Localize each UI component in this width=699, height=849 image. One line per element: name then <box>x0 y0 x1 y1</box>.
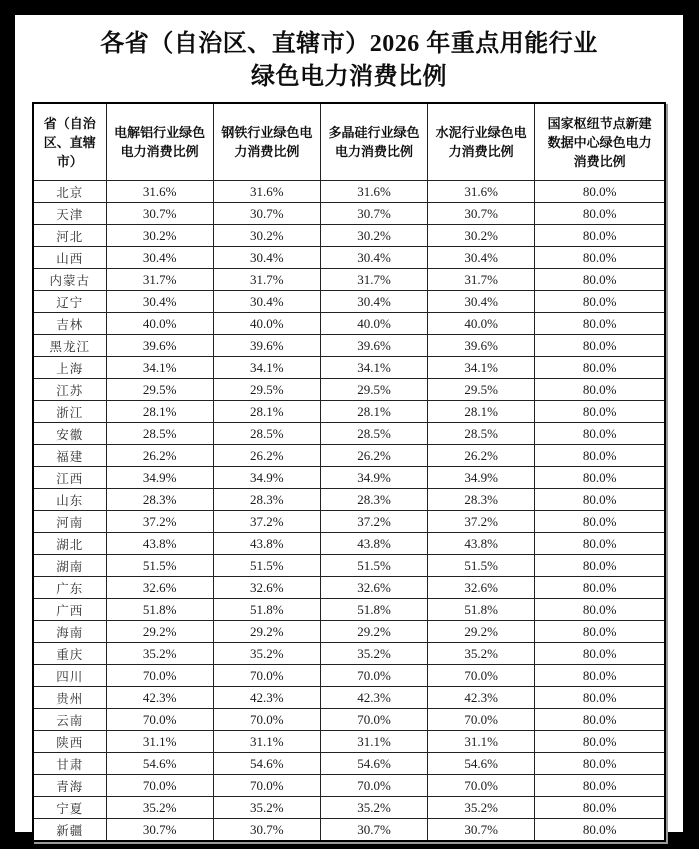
table-row <box>33 445 665 467</box>
value-cell: 70.0% <box>213 665 320 687</box>
province-cell: 黑龙江 <box>33 335 106 357</box>
value-cell: 40.0% <box>106 313 213 335</box>
value-cell: 43.8% <box>320 533 427 555</box>
value-cell: 32.6% <box>213 577 320 599</box>
table-row <box>33 423 665 445</box>
value-cell: 31.1% <box>213 731 320 753</box>
value-cell: 51.8% <box>428 599 535 621</box>
value-cell: 31.7% <box>106 269 213 291</box>
value-cell: 35.2% <box>213 643 320 665</box>
value-cell: 70.0% <box>213 775 320 797</box>
province-cell: 海南 <box>33 621 106 643</box>
value-cell: 29.5% <box>428 379 535 401</box>
value-cell: 43.8% <box>213 533 320 555</box>
value-cell: 80.0% <box>535 203 665 225</box>
value-cell: 31.6% <box>106 181 213 203</box>
value-cell: 54.6% <box>213 753 320 775</box>
value-cell: 30.2% <box>106 225 213 247</box>
value-cell: 29.2% <box>320 621 427 643</box>
province-cell: 广西 <box>33 599 106 621</box>
table-row <box>33 731 665 753</box>
value-cell: 80.0% <box>535 489 665 511</box>
province-cell: 江西 <box>33 467 106 489</box>
value-cell: 51.8% <box>106 599 213 621</box>
header-aluminum: 电解铝行业绿色电力消费比例 <box>106 103 213 181</box>
value-cell: 37.2% <box>428 511 535 533</box>
value-cell: 80.0% <box>535 687 665 709</box>
province-cell: 北京 <box>33 181 106 203</box>
value-cell: 30.7% <box>320 203 427 225</box>
value-cell: 30.7% <box>213 819 320 842</box>
table-row <box>33 511 665 533</box>
value-cell: 28.1% <box>320 401 427 423</box>
header-steel: 钢铁行业绿色电力消费比例 <box>213 103 320 181</box>
value-cell: 31.1% <box>428 731 535 753</box>
value-cell: 80.0% <box>535 225 665 247</box>
value-cell: 39.6% <box>213 335 320 357</box>
table-row <box>33 225 665 247</box>
value-cell: 51.5% <box>213 555 320 577</box>
value-cell: 80.0% <box>535 555 665 577</box>
value-cell: 30.4% <box>320 291 427 313</box>
value-cell: 80.0% <box>535 599 665 621</box>
province-cell: 宁夏 <box>33 797 106 819</box>
value-cell: 70.0% <box>106 775 213 797</box>
value-cell: 40.0% <box>320 313 427 335</box>
value-cell: 26.2% <box>213 445 320 467</box>
province-cell: 山西 <box>33 247 106 269</box>
value-cell: 35.2% <box>106 797 213 819</box>
value-cell: 30.2% <box>213 225 320 247</box>
table-row <box>33 291 665 313</box>
province-cell: 河北 <box>33 225 106 247</box>
value-cell: 30.7% <box>213 203 320 225</box>
value-cell: 31.6% <box>213 181 320 203</box>
value-cell: 37.2% <box>320 511 427 533</box>
value-cell: 39.6% <box>106 335 213 357</box>
value-cell: 51.5% <box>320 555 427 577</box>
page-title <box>25 28 673 94</box>
table-header <box>33 103 665 181</box>
value-cell: 28.3% <box>428 489 535 511</box>
table-row <box>33 797 665 819</box>
value-cell: 30.2% <box>428 225 535 247</box>
value-cell: 39.6% <box>428 335 535 357</box>
value-cell: 32.6% <box>320 577 427 599</box>
value-cell: 37.2% <box>213 511 320 533</box>
value-cell: 80.0% <box>535 731 665 753</box>
value-cell: 31.7% <box>428 269 535 291</box>
value-cell: 70.0% <box>106 665 213 687</box>
table-row <box>33 247 665 269</box>
value-cell: 35.2% <box>106 643 213 665</box>
value-cell: 54.6% <box>320 753 427 775</box>
value-cell: 80.0% <box>535 357 665 379</box>
province-cell: 江苏 <box>33 379 106 401</box>
table-row <box>33 753 665 775</box>
value-cell: 28.1% <box>106 401 213 423</box>
value-cell: 51.5% <box>106 555 213 577</box>
value-cell: 34.9% <box>320 467 427 489</box>
table-row <box>33 577 665 599</box>
value-cell: 31.6% <box>320 181 427 203</box>
value-cell: 29.2% <box>106 621 213 643</box>
value-cell: 30.4% <box>213 291 320 313</box>
value-cell: 30.7% <box>428 819 535 842</box>
value-cell: 51.8% <box>320 599 427 621</box>
value-cell: 42.3% <box>213 687 320 709</box>
value-cell: 35.2% <box>428 797 535 819</box>
value-cell: 30.4% <box>106 291 213 313</box>
value-cell: 80.0% <box>535 467 665 489</box>
value-cell: 70.0% <box>428 775 535 797</box>
value-cell: 31.1% <box>320 731 427 753</box>
province-cell: 浙江 <box>33 401 106 423</box>
value-cell: 30.7% <box>106 203 213 225</box>
province-ratio-table <box>32 102 666 842</box>
table-row <box>33 599 665 621</box>
value-cell: 30.7% <box>106 819 213 842</box>
value-cell: 70.0% <box>428 709 535 731</box>
value-cell: 42.3% <box>106 687 213 709</box>
value-cell: 34.9% <box>428 467 535 489</box>
value-cell: 30.4% <box>428 247 535 269</box>
table-row <box>33 621 665 643</box>
value-cell: 42.3% <box>428 687 535 709</box>
table-row <box>33 401 665 423</box>
value-cell: 26.2% <box>320 445 427 467</box>
value-cell: 37.2% <box>106 511 213 533</box>
value-cell: 34.9% <box>106 467 213 489</box>
value-cell: 28.1% <box>428 401 535 423</box>
value-cell: 54.6% <box>428 753 535 775</box>
province-cell: 青海 <box>33 775 106 797</box>
value-cell: 28.3% <box>320 489 427 511</box>
value-cell: 35.2% <box>213 797 320 819</box>
value-cell: 28.5% <box>106 423 213 445</box>
value-cell: 51.5% <box>428 555 535 577</box>
province-cell: 重庆 <box>33 643 106 665</box>
table-row <box>33 709 665 731</box>
value-cell: 35.2% <box>428 643 535 665</box>
value-cell: 28.5% <box>213 423 320 445</box>
table-row <box>33 533 665 555</box>
table-row <box>33 379 665 401</box>
page-title-line2: 绿色电力消费比例 <box>251 64 447 90</box>
header-datacenter: 国家枢纽节点新建数据中心绿色电力消费比例 <box>535 103 665 181</box>
value-cell: 34.9% <box>213 467 320 489</box>
value-cell: 40.0% <box>428 313 535 335</box>
table-row <box>33 555 665 577</box>
value-cell: 30.4% <box>320 247 427 269</box>
value-cell: 80.0% <box>535 577 665 599</box>
value-cell: 30.4% <box>213 247 320 269</box>
value-cell: 29.5% <box>106 379 213 401</box>
value-cell: 35.2% <box>320 797 427 819</box>
value-cell: 39.6% <box>320 335 427 357</box>
value-cell: 40.0% <box>213 313 320 335</box>
province-cell: 上海 <box>33 357 106 379</box>
value-cell: 80.0% <box>535 775 665 797</box>
table-row <box>33 643 665 665</box>
province-cell: 湖南 <box>33 555 106 577</box>
value-cell: 29.5% <box>213 379 320 401</box>
value-cell: 80.0% <box>535 511 665 533</box>
province-cell: 福建 <box>33 445 106 467</box>
province-cell: 湖北 <box>33 533 106 555</box>
value-cell: 80.0% <box>535 819 665 842</box>
value-cell: 80.0% <box>535 247 665 269</box>
province-cell: 新疆 <box>33 819 106 842</box>
province-cell: 安徽 <box>33 423 106 445</box>
table-body <box>33 181 665 842</box>
value-cell: 80.0% <box>535 797 665 819</box>
value-cell: 32.6% <box>106 577 213 599</box>
value-cell: 70.0% <box>106 709 213 731</box>
value-cell: 54.6% <box>106 753 213 775</box>
province-cell: 甘肃 <box>33 753 106 775</box>
value-cell: 31.7% <box>213 269 320 291</box>
value-cell: 30.7% <box>320 819 427 842</box>
header-polysilicon: 多晶硅行业绿色电力消费比例 <box>320 103 427 181</box>
value-cell: 80.0% <box>535 445 665 467</box>
value-cell: 43.8% <box>106 533 213 555</box>
value-cell: 80.0% <box>535 269 665 291</box>
table-row <box>33 819 665 842</box>
document-page <box>15 15 683 838</box>
value-cell: 80.0% <box>535 643 665 665</box>
table-row <box>33 269 665 291</box>
value-cell: 29.2% <box>213 621 320 643</box>
value-cell: 34.1% <box>213 357 320 379</box>
value-cell: 35.2% <box>320 643 427 665</box>
value-cell: 30.7% <box>428 203 535 225</box>
value-cell: 28.5% <box>428 423 535 445</box>
value-cell: 80.0% <box>535 709 665 731</box>
province-cell: 山东 <box>33 489 106 511</box>
value-cell: 30.4% <box>106 247 213 269</box>
value-cell: 32.6% <box>428 577 535 599</box>
value-cell: 34.1% <box>320 357 427 379</box>
province-cell: 辽宁 <box>33 291 106 313</box>
value-cell: 80.0% <box>535 181 665 203</box>
value-cell: 51.8% <box>213 599 320 621</box>
header-cement: 水泥行业绿色电力消费比例 <box>428 103 535 181</box>
value-cell: 30.2% <box>320 225 427 247</box>
value-cell: 28.3% <box>213 489 320 511</box>
value-cell: 70.0% <box>428 665 535 687</box>
province-cell: 内蒙古 <box>33 269 106 291</box>
value-cell: 80.0% <box>535 335 665 357</box>
page-title-line1: 各省（自治区、直辖市）2026 年重点用能行业 <box>100 31 598 57</box>
province-cell: 吉林 <box>33 313 106 335</box>
province-cell: 天津 <box>33 203 106 225</box>
header-province: 省（自治区、直辖市） <box>33 103 106 181</box>
province-cell: 云南 <box>33 709 106 731</box>
value-cell: 28.3% <box>106 489 213 511</box>
table-row <box>33 687 665 709</box>
value-cell: 31.1% <box>106 731 213 753</box>
table-row <box>33 775 665 797</box>
table-row <box>33 489 665 511</box>
value-cell: 80.0% <box>535 665 665 687</box>
value-cell: 70.0% <box>213 709 320 731</box>
value-cell: 28.1% <box>213 401 320 423</box>
value-cell: 29.5% <box>320 379 427 401</box>
value-cell: 31.6% <box>428 181 535 203</box>
table-row <box>33 357 665 379</box>
table-row <box>33 665 665 687</box>
value-cell: 70.0% <box>320 709 427 731</box>
province-cell: 河南 <box>33 511 106 533</box>
value-cell: 80.0% <box>535 423 665 445</box>
value-cell: 31.7% <box>320 269 427 291</box>
value-cell: 42.3% <box>320 687 427 709</box>
table-row <box>33 181 665 203</box>
value-cell: 70.0% <box>320 665 427 687</box>
value-cell: 43.8% <box>428 533 535 555</box>
value-cell: 26.2% <box>428 445 535 467</box>
value-cell: 28.5% <box>320 423 427 445</box>
table-row <box>33 467 665 489</box>
value-cell: 30.4% <box>428 291 535 313</box>
value-cell: 80.0% <box>535 753 665 775</box>
province-cell: 贵州 <box>33 687 106 709</box>
value-cell: 80.0% <box>535 379 665 401</box>
value-cell: 80.0% <box>535 313 665 335</box>
table-row <box>33 203 665 225</box>
province-cell: 四川 <box>33 665 106 687</box>
value-cell: 29.2% <box>428 621 535 643</box>
province-cell: 陕西 <box>33 731 106 753</box>
header-row <box>33 103 665 181</box>
value-cell: 70.0% <box>320 775 427 797</box>
province-cell: 广东 <box>33 577 106 599</box>
value-cell: 34.1% <box>106 357 213 379</box>
value-cell: 80.0% <box>535 401 665 423</box>
value-cell: 80.0% <box>535 621 665 643</box>
table-row <box>33 335 665 357</box>
table-row <box>33 313 665 335</box>
value-cell: 80.0% <box>535 291 665 313</box>
value-cell: 26.2% <box>106 445 213 467</box>
value-cell: 34.1% <box>428 357 535 379</box>
value-cell: 80.0% <box>535 533 665 555</box>
